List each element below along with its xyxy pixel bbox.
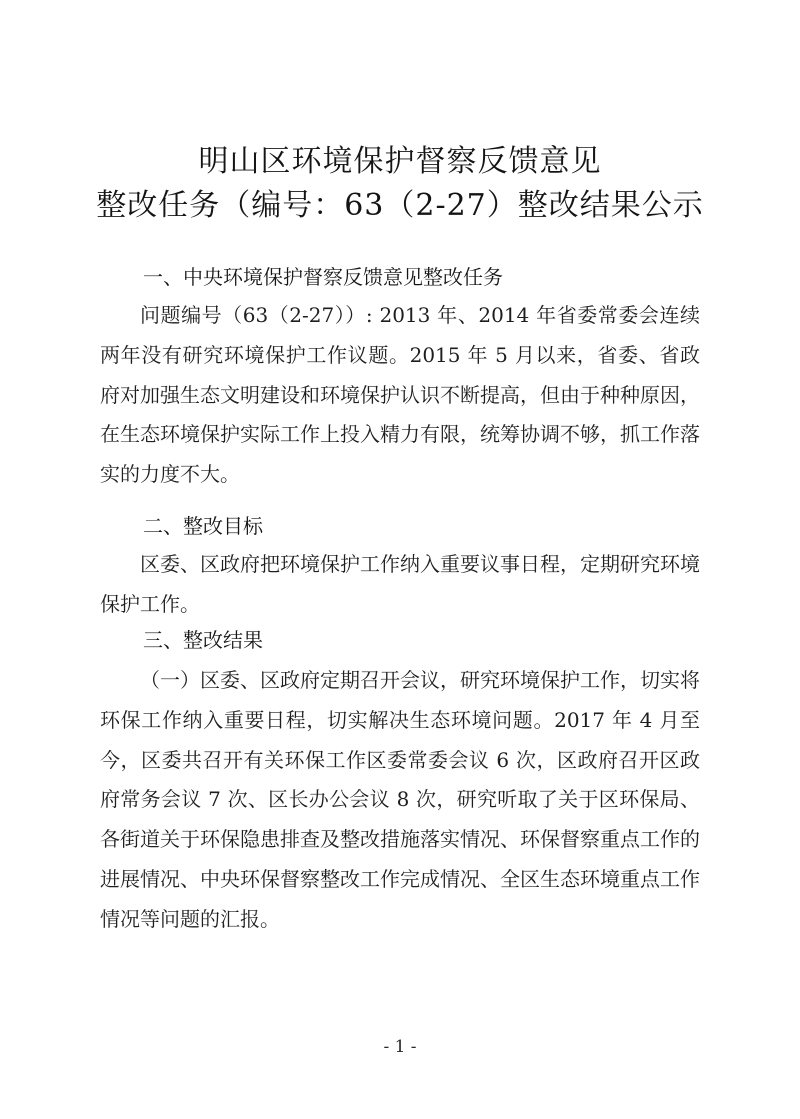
section-body-tasks: 问题编号（63（2-27））: 2013 年、2014 年省委常委会连续两年没有研究环境保护工作议题。2015 年 5 月以来，省委、省政府对加强生态文明建设和环境保护认识不断提高，但由于种种原因，在生态环境保护实际工作上投入精力有限，统筹协调不够，抓工作落实的力度不大。 (100, 303, 700, 487)
section-body-goal: 区委、区政府把环境保护工作纳入重要议事日程，定期研究环境保护工作。 (100, 552, 700, 616)
document-title-line1: 明山区环境保护督察反馈意见 (198, 144, 602, 179)
document-title-line2: 整改任务（编号：63（2-27）整改结果公示 (96, 188, 704, 223)
section-heading-goal: 二、整改目标 (143, 514, 263, 538)
page-number: - 1 - (383, 1037, 417, 1057)
section-body-result: （一）区委、区政府定期召开会议，研究环境保护工作，切实将环保工作纳入重要日程，切实解决生态环境问题。2017 年 4 月至今，区委共召开有关环保工作区委常委会议 6 次，区政府召开区政府常务会议 7 次、区长办公会议 8 次，研究听取了关于区环保局、各街道关于环保隐患排查及整改措施落实情况、环保督察重点工作的进展情况、中央环保督察整改工作完成情况、全区生态环境重点工作情况等问题的汇报。 (100, 668, 700, 931)
section-heading-result: 三、整改结果 (143, 628, 263, 652)
section-heading-tasks: 一、中央环境保护督察反馈意见整改任务 (143, 265, 503, 289)
